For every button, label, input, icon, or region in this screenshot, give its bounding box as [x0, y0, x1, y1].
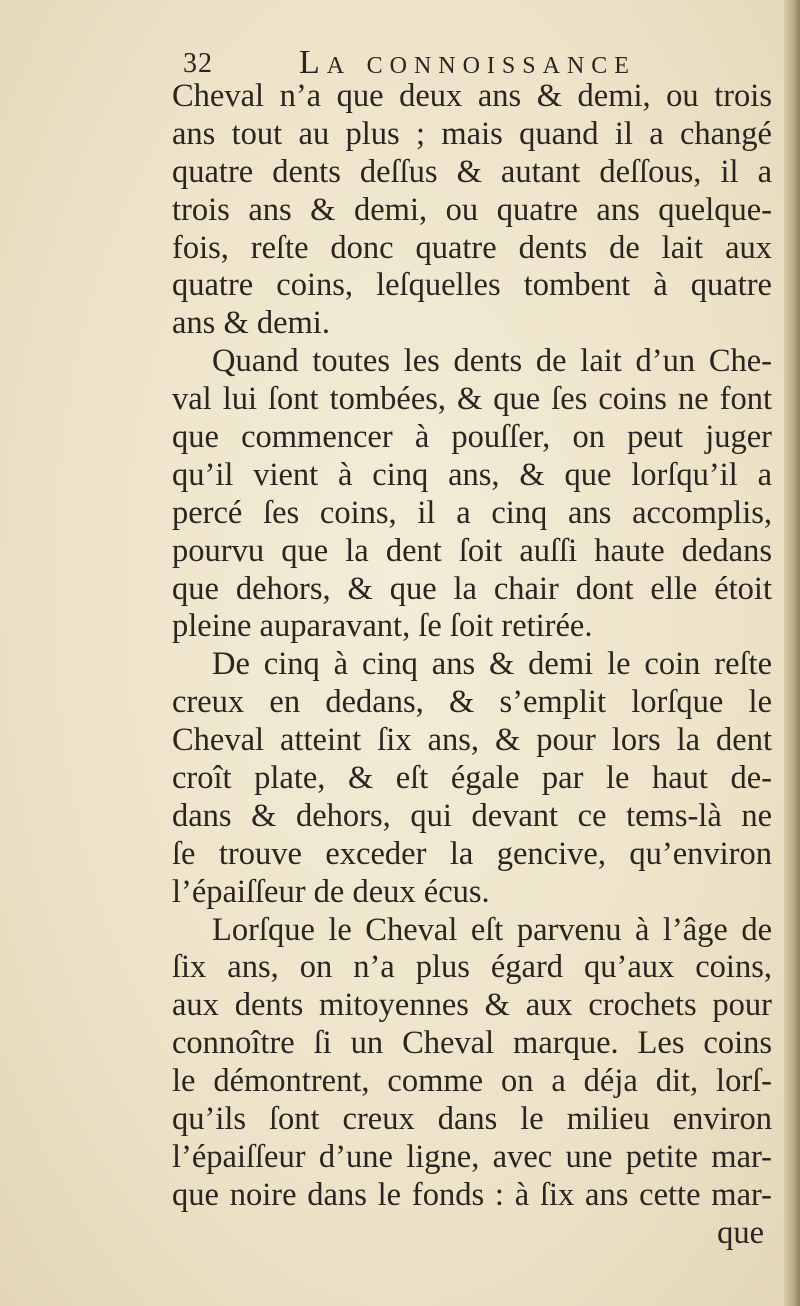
text-line: quatre dents deſſus & autant deſſous, il a [172, 153, 772, 190]
text-line: connoître ſi un Cheval marque. Les coins [172, 1025, 772, 1062]
text-line: dans & dehors, qui devant ce tems-là ne [172, 797, 772, 834]
text-line: Lorſque le Cheval eſt parvenu à l’âge de [212, 911, 772, 948]
text-line: l’épaiſſeur d’une ligne, avec une petite mar- [172, 1138, 772, 1175]
text-line: que [717, 1214, 764, 1251]
text-line: qu’ils ſont creux dans le milieu environ [172, 1101, 772, 1138]
text-line: creux en dedans, & s’emplit lorſque le [172, 684, 772, 721]
body-text [160, 78, 792, 1253]
text-line: ſe trouve exceder la gencive, qu’environ [172, 835, 772, 872]
page-number: 32 [183, 48, 213, 79]
text-line: ans & demi. [172, 305, 330, 342]
text-line: percé ſes coins, il a cinq ans accomplis, [172, 494, 772, 531]
text-line: aux dents mitoyennes & aux crochets pour [172, 987, 772, 1024]
text-line: Quand toutes les dents de lait d’un Che- [212, 343, 772, 380]
text-line: pourvu que la dent ſoit auſſi haute dedans [172, 532, 772, 569]
text-line: Cheval n’a que deux ans & demi, ou trois [172, 78, 772, 114]
text-line: pleine auparavant, ſe ſoit retirée. [172, 608, 593, 645]
text-line: que dehors, & que la chair dont elle étoit [172, 570, 772, 607]
text-line: val lui ſont tombées, & que ſes coins ne font [172, 381, 772, 418]
text-line: que noire dans le fonds : à ſix ans cette mar- [172, 1176, 772, 1213]
text-line: ſix ans, on n’a plus égard qu’aux coins, [172, 949, 772, 986]
text-line: ans tout au plus ; mais quand il a changé [172, 115, 772, 152]
text-line: l’épaiſſeur de deux écus. [172, 873, 490, 910]
text-line: que commencer à pouſſer, on peut juger [172, 419, 772, 456]
running-head: La connoissance [299, 44, 636, 81]
text-line: fois, reſte donc quatre dents de lait aux [172, 229, 772, 266]
text-line: De cinq à cinq ans & demi le coin reſte [212, 646, 772, 683]
text-line: croît plate, & eſt égale par le haut de- [172, 760, 772, 797]
text-line: Cheval atteint ſix ans, & pour lors la dent [172, 722, 772, 759]
text-line: qu’il vient à cinq ans, & que lorſqu’il a [172, 456, 772, 493]
text-line: trois ans & demi, ou quatre ans quelque- [172, 191, 772, 228]
text-line: le démontrent, comme on a déja dit, lorſ- [172, 1063, 772, 1100]
text-line: quatre coins, leſquelles tombent à quatre [172, 267, 772, 304]
